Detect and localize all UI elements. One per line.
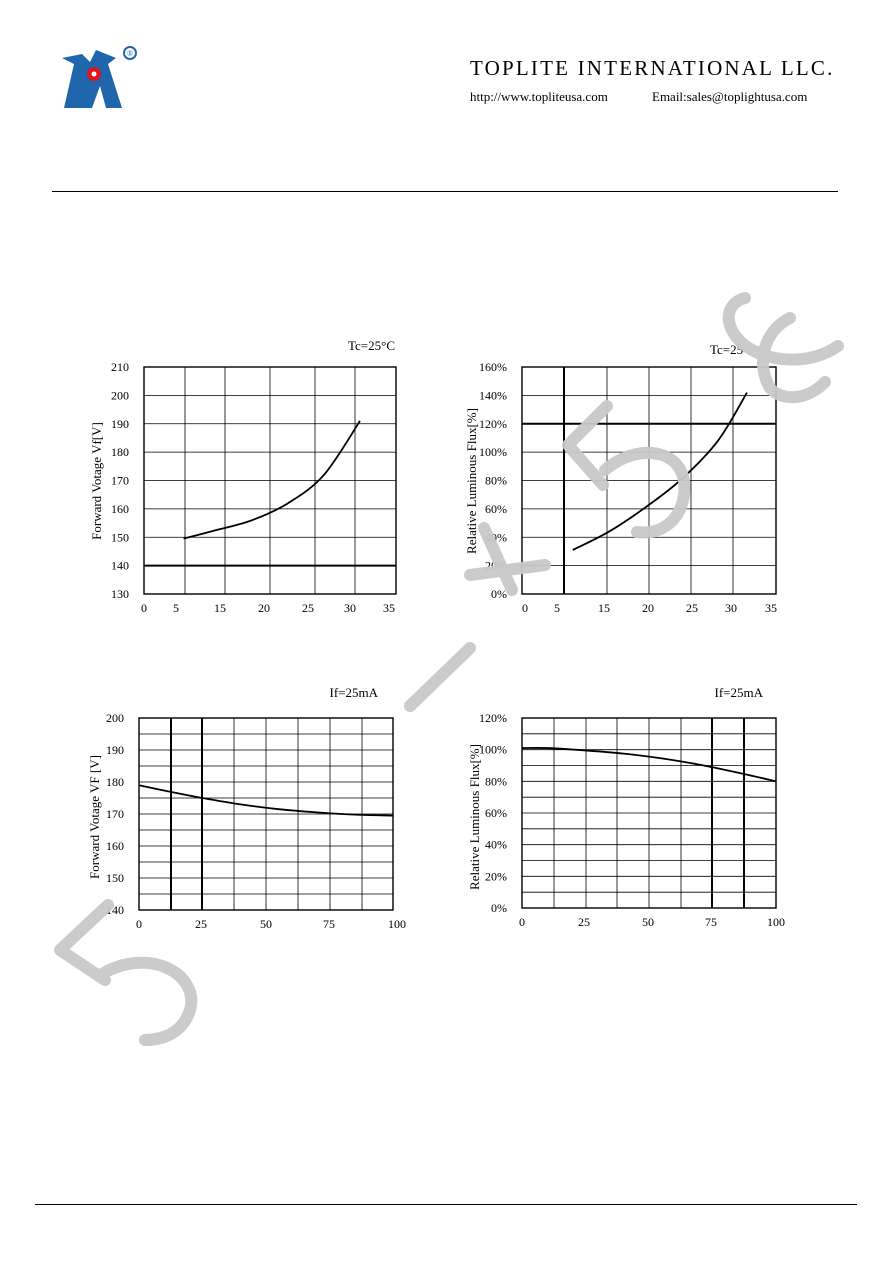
chart-title: If=25mA (714, 685, 763, 700)
y-axis-label: Relative Luminous Flux[%] (464, 408, 479, 554)
y-tick-label: 160% (479, 360, 507, 374)
x-tick-label: 0 (522, 601, 528, 615)
y-tick-label: 80% (485, 473, 507, 488)
x-tick-label: 35 (383, 601, 395, 615)
chart-vf-vs-current (89, 338, 396, 615)
y-tick-label: 40% (485, 530, 507, 545)
company-name: TOPLITE INTERNATIONAL LLC. (470, 56, 835, 80)
y-tick-label: 120% (479, 416, 507, 431)
watermark-stroke (60, 905, 191, 1040)
y-tick-label: 210 (111, 360, 129, 374)
chart-title: Tc=25 (710, 342, 744, 357)
x-tick-label: 15 (598, 601, 610, 615)
y-tick-label: 100% (479, 445, 507, 460)
x-tick-label: 100 (767, 915, 785, 929)
x-tick-label: 75 (705, 915, 717, 929)
x-tick-label: 0 (141, 601, 147, 615)
watermark-stroke (729, 298, 838, 397)
series-line (184, 421, 360, 539)
watermark (60, 298, 838, 1040)
y-tick-label: 0% (491, 901, 507, 915)
x-tick-label: 5 (554, 601, 560, 615)
chart-title: If=25mA (329, 685, 378, 700)
x-tick-label: 0 (519, 915, 525, 929)
y-tick-label: 40% (485, 837, 507, 852)
y-tick-label: 200 (106, 711, 124, 725)
x-tick-label: 25 (578, 915, 590, 929)
y-tick-label: 80% (485, 774, 507, 789)
y-tick-label: 160 (106, 839, 124, 853)
x-tick-label: 25 (195, 917, 207, 931)
y-tick-label: 150 (111, 530, 129, 545)
y-tick-label: 140% (479, 388, 507, 403)
x-tick-label: 30 (344, 601, 356, 615)
chart-title: Tc=25°C (347, 338, 395, 353)
website-link[interactable]: http://www.topliteusa.com (470, 89, 608, 104)
y-tick-label: 180 (106, 775, 124, 789)
y-tick-label: 170 (106, 807, 124, 821)
watermark-stroke (410, 648, 470, 706)
x-tick-label: 20 (642, 601, 654, 615)
x-tick-label: 25 (302, 601, 314, 615)
chart-flux-vs-temperature (467, 685, 785, 929)
y-tick-label: 140 (111, 558, 129, 573)
footer-divider (35, 1204, 857, 1205)
y-tick-label: 190 (111, 416, 129, 431)
x-tick-label: 20 (258, 601, 270, 615)
x-tick-label: 15 (214, 601, 226, 615)
email-address[interactable]: Email:sales@toplightusa.com (652, 89, 808, 104)
y-tick-label: 170 (111, 473, 129, 488)
y-tick-label: 20% (485, 869, 507, 884)
y-tick-label: 0% (491, 587, 507, 601)
y-axis-label: Forward Votage Vf[V] (89, 422, 104, 540)
y-tick-label: 130 (111, 587, 129, 601)
y-tick-label: 120% (479, 711, 507, 725)
chart-vf-vs-temperature (87, 685, 406, 931)
y-tick-label: 100% (479, 742, 507, 757)
y-tick-label: 60% (485, 501, 507, 516)
y-tick-label: 150 (106, 871, 124, 885)
x-tick-label: 25 (686, 601, 698, 615)
x-tick-label: 35 (765, 601, 777, 615)
y-tick-label: 20% (485, 558, 507, 573)
y-tick-label: 140 (106, 903, 124, 917)
y-axis-label: Forward Votage VF [V] (87, 755, 102, 879)
x-tick-label: 50 (260, 917, 272, 931)
y-tick-label: 60% (485, 806, 507, 820)
x-tick-label: 5 (173, 601, 179, 615)
y-tick-label: 180 (111, 445, 129, 460)
y-axis-label: Relative Luminous Flux[%] (467, 744, 482, 890)
watermark-stroke (568, 406, 684, 532)
x-tick-label: 100 (388, 917, 406, 931)
x-tick-label: 75 (323, 917, 335, 931)
y-tick-label: 200 (111, 388, 129, 403)
x-tick-label: 50 (642, 915, 654, 929)
x-tick-label: 30 (725, 601, 737, 615)
x-tick-label: 0 (136, 917, 142, 931)
y-tick-label: 190 (106, 743, 124, 757)
logo-registered-label: ® (126, 49, 134, 58)
y-tick-label: 160 (111, 501, 129, 516)
